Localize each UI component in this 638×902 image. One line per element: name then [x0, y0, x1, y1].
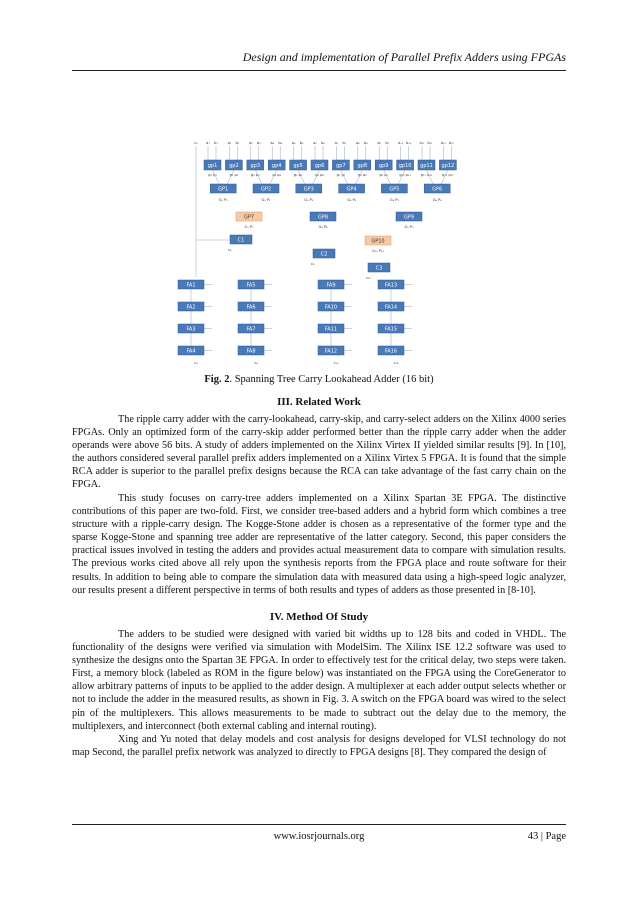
carry-block-3 [368, 263, 390, 272]
paragraph-method-2: Xing and Yu noted that delay models and cost analysis for designs developed for VLSI technology do not map Second, the parallel prefix network was analyzed to directly to FPGA designs [8]. They compared the design of [72, 734, 566, 759]
section-heading-method-of-study: IV. Method Of Study [269, 611, 369, 623]
gp-output-label-9: g₉ p₉ [379, 173, 388, 177]
fa-block-fa1-label: FA1 [186, 282, 196, 289]
gp-block-1 [204, 160, 221, 170]
input-b-label-1: b₁ [214, 141, 218, 145]
gp-output-label-2: g₂ p₂ [229, 173, 239, 177]
carry-label-1: c₄ [228, 248, 232, 252]
fa-block-fa6-label: FA6 [246, 304, 256, 311]
gp-block-6 [311, 160, 328, 170]
input-a-label-7: a₇ [334, 141, 339, 145]
carry-block-2 [313, 249, 335, 258]
gp-output-label-12: g₁₂ p₁₂ [442, 173, 454, 177]
GP-output-label-6: G₆ P₆ [432, 198, 442, 202]
GP9-block [396, 212, 422, 221]
GP8-output-label: G₈ P₈ [318, 225, 328, 229]
carry-label-2: c₈ [311, 262, 315, 266]
figure-caption-text: . Spanning Tree Carry Lookahead Adder (16 bit) [229, 374, 434, 385]
fa-block-fa7-label: FA7 [246, 326, 256, 333]
fa-block-fa13 [378, 280, 404, 289]
gp-output-label-4: g₄ p₄ [272, 173, 281, 177]
GP-output-label-5: G₅ P₅ [389, 198, 399, 202]
gp-block-2-label: gp2 [229, 162, 239, 169]
gp-block-12-label: gp12 [441, 162, 455, 169]
fa-block-fa13-label: FA13 [384, 282, 398, 289]
gp-block-5 [290, 160, 307, 170]
fa-block-fa12 [318, 346, 344, 355]
footer-rule [72, 824, 566, 825]
fa-block-fa15 [378, 324, 404, 333]
gp-block-4-label: gp4 [271, 162, 282, 169]
fa-block-fa2 [178, 302, 204, 311]
gp-block-11 [418, 160, 435, 170]
fa-block-fa4 [178, 346, 204, 355]
fa-block-fa1 [178, 280, 204, 289]
section-heading-related-work: III. Related Work [277, 396, 361, 408]
GP8-block-label: GP8 [317, 214, 329, 221]
gp-block-10-label: gp10 [398, 162, 412, 169]
fa-block-fa11-label: FA11 [324, 326, 338, 333]
GP-block-3 [296, 184, 322, 193]
gp-block-8-label: gp8 [357, 162, 368, 169]
GP8-block [310, 212, 336, 221]
gp-block-6-label: gp6 [314, 162, 325, 169]
GP-output-label-2: G₂ P₂ [261, 198, 271, 202]
gp-block-5-label: gp5 [293, 162, 303, 169]
GP-block-1-label: GP1 [218, 186, 229, 193]
fa-block-fa3 [178, 324, 204, 333]
fa-block-fa14-label: FA14 [384, 304, 398, 311]
GP-block-6 [424, 184, 450, 193]
paragraph-related-work-2: This study focuses on carry-tree adders implemented on a Xilinx Spartan 3E FPGA. The distinctive contributions of this paper are two-fold. First, we consider tree-based adders and a hybrid form which combines a tree structure with a ripple-carry design. The Kogge-Stone adder is chosen as a representative of the former type and the sparse Kogge-Stone and spanning tree adder are representative of the latter category. Second, this paper considers the practical issues involved in testing the adders and provides actual measurement data to compare with simulation results. The previous works cited above all rely upon the synthesis reports from the FPGA place and route software for their results. In addition to being able to compare the simulation data with measured data using a high-speed logic analyzer, our results present a different perspective in terms of both results and types of adders as those presented in [8-10]. [72, 493, 566, 596]
input-c0-label: c₀ [194, 141, 198, 145]
input-b-label-3: b₃ [256, 141, 261, 145]
gp-block-8 [354, 160, 371, 170]
input-a-label-2: a₂ [227, 141, 232, 145]
fa-block-fa12-label: FA12 [324, 348, 338, 355]
input-b-label-5: b₅ [299, 141, 304, 145]
gp-output-label-3: g₃ p₃ [251, 173, 260, 177]
input-b-label-8: b₈ [363, 141, 368, 145]
gp-block-7-label: gp7 [336, 162, 346, 169]
input-b-label-9: b₉ [385, 141, 390, 145]
GP7-block-label: GP7 [243, 214, 255, 221]
gp-output-label-6: g₆ p₆ [315, 173, 324, 177]
GP-block-2-label: GP2 [260, 186, 272, 193]
gp-block-2 [225, 160, 242, 170]
carry-label-3: c₁₂ [366, 276, 371, 280]
adder-diagram [160, 132, 478, 370]
input-a-label-3: a₃ [248, 141, 253, 145]
gp-block-4 [268, 160, 285, 170]
GP-output-label-4: G₄ P₄ [347, 198, 357, 202]
fa-carry-out-label-4: c₁₆ [393, 361, 399, 365]
GP-block-4 [339, 184, 365, 193]
gp-output-label-8: g₈ p₈ [358, 173, 367, 177]
input-a-label-6: a₆ [313, 141, 317, 145]
gp-block-12 [439, 160, 456, 170]
input-a-label-8: a₈ [355, 141, 360, 145]
fa-carry-out-label-3: c₁₂ [333, 361, 339, 365]
fa-block-fa5-label: FA5 [246, 282, 256, 289]
fa-block-fa4-label: FA4 [186, 348, 196, 355]
input-b-label-11: b₁₁ [427, 141, 433, 145]
fa-block-fa16-label: FA16 [384, 348, 398, 355]
GP9-block-label: GP9 [403, 214, 415, 221]
GP9-output-label: G₉ P₉ [404, 225, 414, 229]
fa-carry-out-label-1: c₄ [194, 361, 198, 365]
fa-block-fa15-label: FA15 [384, 326, 398, 333]
input-b-label-2: b₂ [235, 141, 240, 145]
GP10-block [365, 236, 391, 245]
input-a-label-1: a₁ [206, 141, 210, 145]
carry-block-1-label: C1 [237, 237, 245, 244]
input-a-label-10: a₁₀ [398, 141, 404, 145]
figure-caption-label: Fig. 2 [204, 374, 230, 385]
input-b-label-10: b₁₀ [406, 141, 412, 145]
fa-block-fa14 [378, 302, 404, 311]
paragraph-related-work-1: The ripple carry adder with the carry-lookahead, carry-skip, and carry-select adders on the Xilinx 4000 series FPGAs. Only an optimized form of the carry-skip adder performed better than the ripple carry adder when the adder operands were above 56 bits. A study of adders implemented on the Xilinx Virtex II yielded similar results [9]. In [10], the authors considered several parallel prefix adders implemented on a Xilinx Virtex 5 FPGA. It is found that the simple RCA adder is superior to the parallel prefix designs because the RCA can take advantage of the fast carry chain on the FPGA. [72, 414, 566, 491]
spanning-tree-adder-figure [160, 132, 478, 370]
fa-block-fa7 [238, 324, 264, 333]
input-a-label-12: a₁₂ [440, 141, 446, 145]
gp-block-10 [397, 160, 414, 170]
GP10-output-label: G₁₀ P₁₀ [372, 249, 384, 253]
GP-block-6-label: GP6 [432, 186, 443, 193]
running-header: Design and implementation of Parallel Prefix Adders using FPGAs [242, 50, 566, 64]
fa-block-fa6 [238, 302, 264, 311]
GP-output-label-1: G₁ P₁ [218, 198, 228, 202]
fa-block-fa9-label: FA9 [326, 282, 336, 289]
paragraph-method-1: The adders to be studied were designed with varied bit widths up to 128 bits and coded in VHDL. The functionality of the designs were verified via simulation with ModelSim. The Xilinx ISE 12.2 software was used to synthesize the designs onto the Spartan 3E FPGA. In order to effectively test for the critical delay, two steps were taken. First, a memory block (labeled as ROM in the figure below) was instantiated on the FPGA using the CoreGenerator to allow arbitrary patterns of inputs to be applied to the adder design. A multiplexer at each adder output selects whether or not to include the adder in the measured results, as shown in Fig. 3. A switch on the FPGA board was wired to the select pin of the multiplexers. This allows measurements to be made to subtract out the delay due to the memory, the multiplexers, and interconnect (both external cabling and internal routing). [72, 629, 566, 732]
input-b-label-12: b₁₂ [448, 141, 454, 145]
gp-output-label-5: g₅ p₅ [293, 173, 303, 177]
carry-block-3-label: C3 [375, 265, 383, 272]
footer-url: www.iosrjournals.org [273, 831, 365, 842]
gp-block-11-label: gp11 [420, 162, 433, 169]
fa-block-fa8-label: FA8 [246, 348, 256, 355]
GP-block-5 [381, 184, 407, 193]
fa-block-fa2-label: FA2 [186, 304, 196, 311]
fa-block-fa16 [378, 346, 404, 355]
header-rule [72, 70, 566, 71]
gp-block-9-label: gp9 [378, 162, 389, 169]
fa-block-fa3-label: FA3 [186, 326, 196, 333]
gp-block-3-label: gp3 [250, 162, 261, 169]
fa-carry-out-label-2: c₈ [254, 361, 258, 365]
fa-block-fa10-label: FA10 [324, 304, 338, 311]
carry-block-1 [230, 235, 252, 244]
GP-block-4-label: GP4 [346, 186, 357, 193]
fa-block-fa8 [238, 346, 264, 355]
fa-block-fa11 [318, 324, 344, 333]
gp-block-3 [247, 160, 264, 170]
input-b-label-4: b₄ [278, 141, 283, 145]
gp-block-1-label: gp1 [207, 162, 218, 169]
GP-block-1 [210, 184, 236, 193]
GP7-block [236, 212, 262, 221]
input-b-label-6: b₆ [321, 141, 325, 145]
GP-block-2 [253, 184, 279, 193]
fa-block-fa9 [318, 280, 344, 289]
gp-block-9 [375, 160, 392, 170]
input-a-label-5: a₅ [291, 141, 296, 145]
input-a-label-9: a₉ [377, 141, 382, 145]
GP-block-3-label: GP3 [303, 186, 314, 193]
figure-caption [72, 374, 566, 385]
input-b-label-7: b₇ [342, 141, 347, 145]
GP-block-5-label: GP5 [389, 186, 400, 193]
fa-block-fa5 [238, 280, 264, 289]
input-a-label-11: a₁₁ [419, 141, 425, 145]
gp-block-7 [332, 160, 349, 170]
gp-output-label-11: g₁₁ p₁₁ [420, 173, 433, 177]
gp-output-label-1: g₁ p₁ [208, 173, 217, 177]
fa-block-fa10 [318, 302, 344, 311]
footer-page-number: 43 | Page [527, 831, 566, 842]
GP10-block-label: GP10 [371, 238, 385, 245]
carry-block-2-label: C2 [320, 251, 328, 258]
gp-output-label-7: g₇ p₇ [336, 173, 346, 177]
GP7-output-label: G₇ P₇ [244, 225, 254, 229]
GP-output-label-3: G₃ P₃ [304, 198, 314, 202]
gp-output-label-10: g₁₀ p₁₀ [399, 173, 411, 177]
input-a-label-4: a₄ [270, 141, 275, 145]
